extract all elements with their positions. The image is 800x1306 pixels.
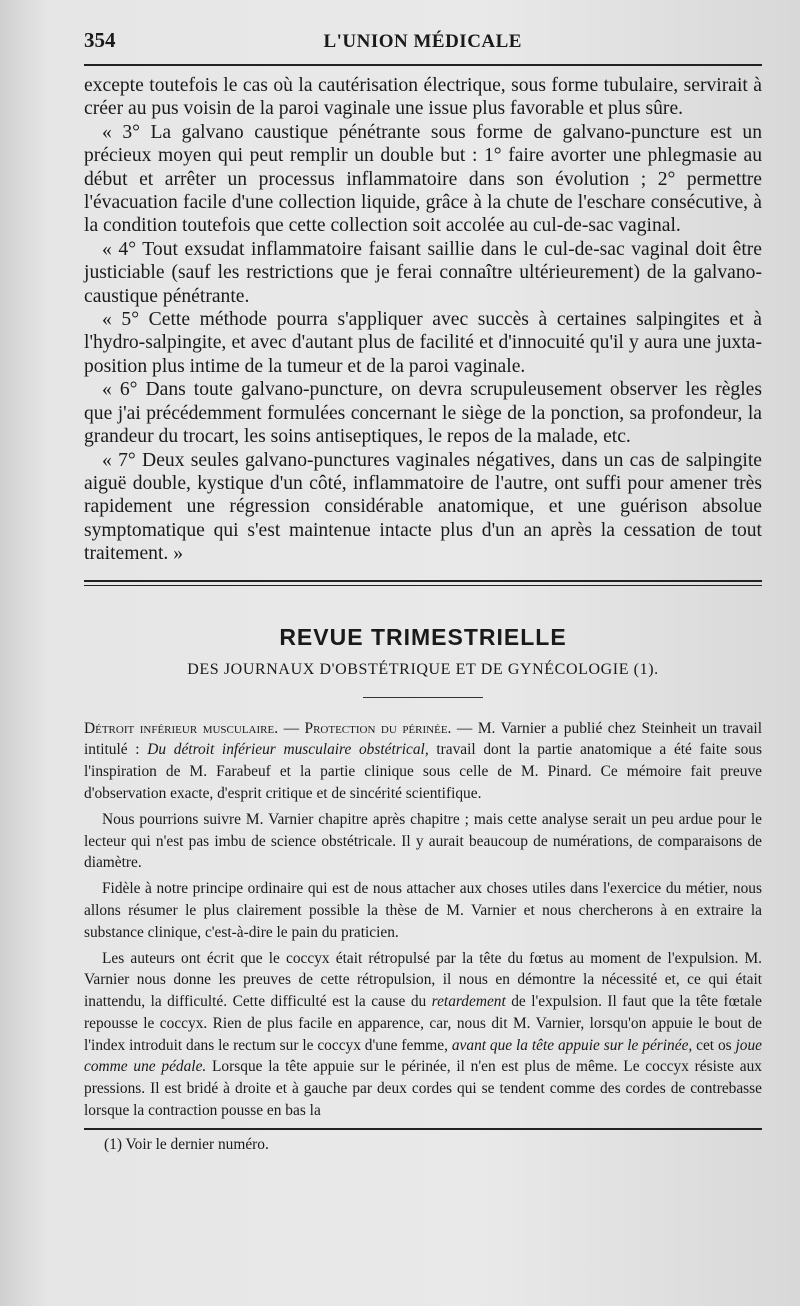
footnote-rule — [84, 1128, 762, 1130]
paragraph: « 3° La galvano caustique pénétrante sous forme de galvano-puncture est un précieux moyen qui peut remplir un double but : 1° faire avorter une phlegmasie au début et arrêter un processus inflammatoire dans son évolution ; 2° permettre l'évacuation facile d'une collection liquide, grâce à la chute de l'eschare consécutive, à la condition toutefois que cette collection soit accolée au cul-de-sac vaginal. — [84, 121, 762, 237]
paragraph: « 6° Dans toute galvano-puncture, on devra scrupuleusement observer les règles que j'ai précédemment formulées concernant le siège de la ponction, sa profondeur, la grandeur du trocart, les soins antiseptiques, le repos de la malade, etc. — [84, 379, 762, 448]
paragraph: « 5° Cette méthode pourra s'appliquer avec succès à certaines salpingites et à l'hydro-salpingite, et avec d'autant plus de facilité et d'innocuité qu'il y aura une juxta-position plus intime de la tumeur et de la paroi vaginale. — [84, 309, 762, 377]
paragraph: Détroit inférieur musculaire. — Protection du périnée. — M. Varnier a publié chez Steinheit un travail intitulé : Du détroit inférieur musculaire obstétrical, travail dont la partie anatomique a été faite sous l'inspiration de M. Farabeuf et la partie clinique sous celle de M. Pinard. Ce mémoire fait preuve d'observation exacte, d'esprit critique et de sincérité scientifique. — [84, 719, 762, 802]
paragraph: « 4° Tout exsudat inflammatoire faisant saillie dans le cul-de-sac vaginal doit être justiciable (sauf les restrictions que je ferai connaître ultérieurement) de la galvano-caustique pénétrante. — [84, 238, 762, 307]
continued-article — [84, 74, 762, 566]
section-divider — [84, 580, 762, 582]
section-subtitle: DES JOURNAUX D'OBSTÉTRIQUE ET DE GYNÉCOLOGIE (1). — [187, 660, 659, 678]
paragraph: Fidèle à notre principe ordinaire qui est de nous attacher aux choses utiles dans l'exercice du métier, nous allons résumer le plus clairement possible la thèse de M. Varnier et nous chercherons à en extraire la substance clinique, c'est-à-dire le pain du praticien. — [84, 880, 762, 941]
section-divider-thin — [84, 585, 762, 586]
review-article — [84, 718, 762, 1122]
section-title: REVUE TRIMESTRIELLE — [279, 623, 567, 650]
page-number: 354 — [84, 28, 116, 52]
paragraph: Nous pourrions suivre M. Varnier chapitre après chapitre ; mais cette analyse serait un peu ardue pour le lecteur qui n'est pas imbu de science obstétricale. Il y aurait beaucoup de numérations, de comparaisons de diamètre. — [84, 810, 762, 872]
paragraph: Les auteurs ont écrit que le coccyx était rétropulsé par la tête du fœtus au moment de l'expulsion. M. Varnier nous donne les preuves de cette rétropulsion, il nous en démontre la nécessité et, ce qui était inattendu, la difficulté. Cette difficulté est la cause du retardement de l'expulsion. Il faut que la tête fœtale repousse le coccyx. Rien de plus facile en apparence, car, nous dit M. Varnier, lorsqu'on appuie le bout de l'index introduit dans le rectum sur le coccyx d'une femme, avant que la tête appuie sur le périnée, cet os joue comme une pédale. Lorsque la tête appuie sur le périnée, il n'en est plus de même. Le coccyx résiste aux pressions. Il est bridé à droite et à gauche par deux cordes qui se tendent comme des cordes de contrebasse lorsque la contraction pousse en bas la — [84, 949, 763, 1120]
running-head — [84, 28, 762, 62]
footnote: (1) Voir le dernier numéro. — [104, 1135, 269, 1153]
work-title: Du détroit inférieur musculaire obstétrical, — [147, 741, 429, 759]
short-divider — [363, 697, 483, 698]
paragraph: « 7° Deux seules galvano-punctures vaginales négatives, dans un cas de salpingite aiguë double, kystique d'un côté, inflammatoire de l'autre, ont suffi pour amener très rapidement une régression considérable anatomique, et une guérison absolue symptomatique qui s'est maintenue intacte plus d'un an après la cessation de tout traitement. » — [84, 449, 762, 565]
paragraph: excepte toutefois le cas où la cautérisation électrique, sous forme tubulaire, servirait à créer au pus voisin de la paroi vaginale une issue plus favorable et plus sûre. — [84, 75, 762, 120]
journal-title: L'UNION MÉDICALE — [323, 31, 522, 52]
header-rule — [84, 64, 762, 66]
rubric: Détroit inférieur musculaire. — Protection du périnée. — [84, 719, 452, 737]
